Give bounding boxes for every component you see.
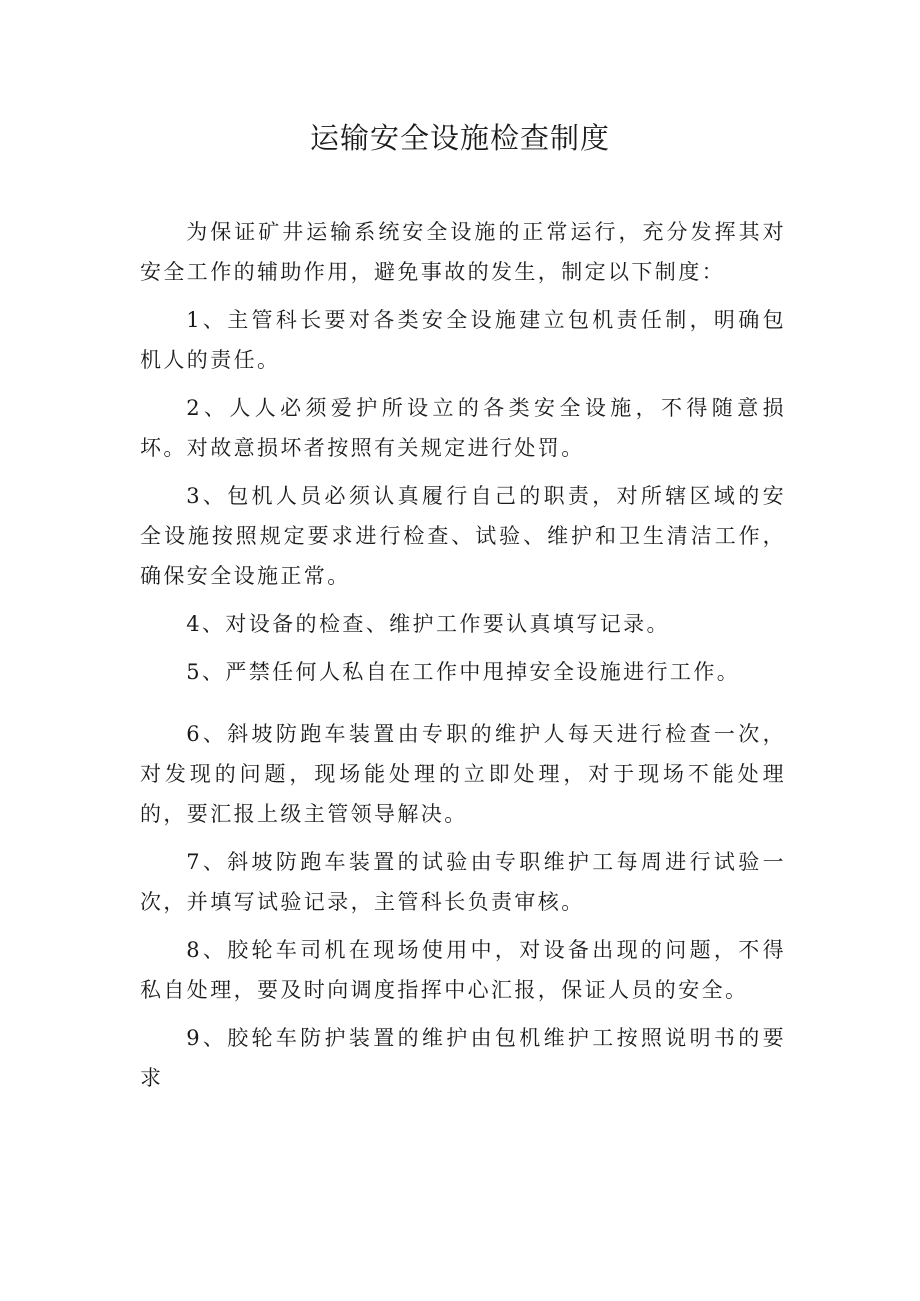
paragraph-item-8: 8、胶轮车司机在现场使用中，对设备出现的问题，不得私自处理，要及时向调度指挥中心汇报，保证人员的安全。 <box>140 938 786 1002</box>
paragraph-item-4: 4、对设备的检查、维护工作要认真填写记录。 <box>186 612 670 636</box>
paragraph-item-5: 5、严禁任何人私自在工作中甩掉安全设施进行工作。 <box>186 660 741 684</box>
paragraph-item-3: 3、包机人员必须认真履行自己的职责，对所辖区域的安全设施按照规定要求进行检查、试验、维护和卫生清洁工作，确保安全设施正常。 <box>140 484 786 588</box>
paragraph-intro: 为保证矿井运输系统安全设施的正常运行，充分发挥其对安全工作的辅助作用，避免事故的发生，制定以下制度： <box>140 220 786 284</box>
document-body <box>140 212 786 1106</box>
paragraph-item-7: 7、斜坡防跑车装置的试验由专职维护工每周进行试验一次，并填写试验记录，主管科长负责审核。 <box>140 850 786 914</box>
paragraph-item-6: 6、斜坡防跑车装置由专职的维护人每天进行检查一次，对发现的问题，现场能处理的立即处理，对于现场不能处理的，要汇报上级主管领导解决。 <box>140 722 786 826</box>
paragraph-item-2: 2、人人必须爱护所设立的各类安全设施，不得随意损坏。对故意损坏者按照有关规定进行处罚。 <box>140 396 786 460</box>
paragraph-item-1: 1、主管科长要对各类安全设施建立包机责任制，明确包机人的责任。 <box>140 308 786 372</box>
document-title: 运输安全设施检查制度 <box>309 121 610 155</box>
paragraph-item-9: 9、胶轮车防护装置的维护由包机维护工按照说明书的要求 <box>140 1026 786 1090</box>
